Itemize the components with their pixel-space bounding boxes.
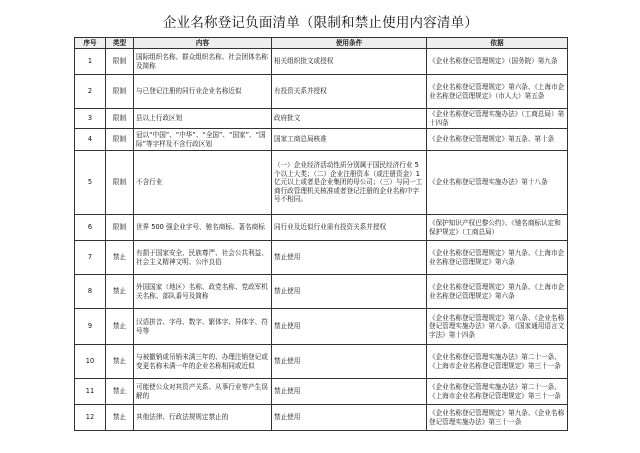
cell-type: 限制	[106, 75, 134, 109]
cell-basis: 《企业名称登记管理实施办法》（工商总局）第十四条	[427, 109, 568, 129]
cell-type: 限制	[106, 151, 134, 215]
cell-content: 世界 500 强企业字号、驰名商标、著名商标	[134, 215, 272, 241]
cell-type: 限制	[106, 109, 134, 129]
document-title: 企业名称登记负面清单（限制和禁止使用内容清单）	[162, 15, 479, 31]
cell-basis: 《保护知识产权巴黎公约》、《驰名商标认定和保护规定》（工商总局）	[427, 215, 568, 241]
table-row	[75, 109, 568, 129]
document-page	[74, 14, 567, 431]
cell-type: 限制	[106, 129, 134, 151]
cell-content: 与被撤销或吊销未满三年的、办理注销登记或变更名称未满一年的企业名称相同或近似	[134, 345, 272, 379]
header-type: 类型	[106, 38, 134, 49]
cell-basis: 《企业名称登记管理规定》第八条、《企业名称登记管理实施办法》第八条、《国家通用语言文字法》第十四条	[427, 309, 568, 345]
cell-content: 冠以“中国”、“中华”、“全国”、“国家”、“国际”等字样及不含行政区划	[134, 129, 272, 151]
table-row	[75, 49, 568, 75]
cell-basis: 《企业名称登记管理规定》第九条、《企业名称登记管理实施办法》第三十一条	[427, 405, 568, 431]
cell-condition: 禁止使用	[272, 309, 427, 345]
table-row	[75, 129, 568, 151]
cell-seq: 11	[75, 379, 106, 405]
cell-seq: 9	[75, 309, 106, 345]
cell-type: 禁止	[106, 379, 134, 405]
cell-content: 与已登记注册的同行业企业名称近似	[134, 75, 272, 109]
table-row	[75, 275, 568, 309]
cell-type: 禁止	[106, 275, 134, 309]
cell-basis: 《企业名称登记管理实施办法》第二十一条、《上海市企业名称登记管理规定》第三十一条	[427, 345, 568, 379]
cell-seq: 10	[75, 345, 106, 379]
cell-seq: 12	[75, 405, 106, 431]
header-condition: 使用条件	[272, 38, 427, 49]
cell-basis: 《企业名称登记管理规定》（国务院）第九条	[427, 49, 568, 75]
cell-content: 国际组织名称、群众组织名称、社会团体名称及简称	[134, 49, 272, 75]
cell-condition: 同行业及近似行业需有投资关系并授权	[272, 215, 427, 241]
cell-condition: 有投资关系并授权	[272, 75, 427, 109]
cell-type: 限制	[106, 215, 134, 241]
table-row	[75, 309, 568, 345]
cell-condition: 政府批文	[272, 109, 427, 129]
header-content: 内容	[134, 38, 272, 49]
cell-seq: 6	[75, 215, 106, 241]
cell-type: 禁止	[106, 345, 134, 379]
cell-condition: 禁止使用	[272, 405, 427, 431]
cell-type: 禁止	[106, 309, 134, 345]
cell-seq: 5	[75, 151, 106, 215]
cell-content: 汉语拼音、字母、数字、繁体字、异体字、符号等	[134, 309, 272, 345]
cell-condition: 禁止使用	[272, 275, 427, 309]
cell-content: 可能使公众对其资产关系、从事行业等产生误解的	[134, 379, 272, 405]
cell-seq: 8	[75, 275, 106, 309]
table-row	[75, 405, 568, 431]
table-row	[75, 379, 568, 405]
table-header-row	[75, 38, 568, 49]
cell-condition: 禁止使用	[272, 241, 427, 275]
cell-condition: 相关组织批文或授权	[272, 49, 427, 75]
cell-content: 其他法律、行政法规规定禁止的	[134, 405, 272, 431]
cell-content: 不含行业	[134, 151, 272, 215]
cell-basis: 《企业名称登记管理规定》第九条、《上海市企业名称登记管理规定》第六条	[427, 241, 568, 275]
cell-condition: 禁止使用	[272, 379, 427, 405]
cell-basis: 《企业名称登记管理实施办法》第十八条	[427, 151, 568, 215]
cell-basis: 《企业名称登记管理实施办法》第二十一条、《上海市企业名称登记管理规定》第三十一条	[427, 379, 568, 405]
cell-condition: 国家工商总局核准	[272, 129, 427, 151]
cell-seq: 4	[75, 129, 106, 151]
cell-basis: 《企业名称登记管理规定》第九条、《上海市企业名称登记管理规定》第六条	[427, 275, 568, 309]
cell-type: 禁止	[106, 405, 134, 431]
table-row	[75, 151, 568, 215]
table-row	[75, 241, 568, 275]
cell-seq: 3	[75, 109, 106, 129]
cell-content: 县以上行政区划	[134, 109, 272, 129]
cell-condition: 禁止使用	[272, 345, 427, 379]
table-row	[75, 345, 568, 379]
header-basis: 依据	[427, 38, 568, 49]
cell-type: 限制	[106, 49, 134, 75]
cell-seq: 7	[75, 241, 106, 275]
cell-content: 外国国家（地区）名称、政党名称、党政军机关名称、部队番号及简称	[134, 275, 272, 309]
negative-list-table	[74, 37, 568, 431]
table-row	[75, 75, 568, 109]
cell-content: 有损于国家安全、民族尊严、社会公共利益、社会主义精神文明、公序良俗	[134, 241, 272, 275]
cell-seq: 2	[75, 75, 106, 109]
cell-type: 禁止	[106, 241, 134, 275]
table-row	[75, 215, 568, 241]
cell-condition: （一）企业经济活动性质分别属于国民经济行业 5 个以上大类；（二）企业注册资本（或注册资金）1 亿元以上或者是企业集团的母公司；（三）与同一工商行政管理机关核准或者登记注册的企业名称中字号不相同。	[272, 151, 427, 215]
cell-basis: 《企业名称登记管理规定》第六条、《上海市企业名称登记管理规定》（市人大）第五条	[427, 75, 568, 109]
header-seq: 序号	[75, 38, 106, 49]
cell-basis: 《企业名称登记管理规定》第五条、第十条	[427, 129, 568, 151]
cell-seq: 1	[75, 49, 106, 75]
